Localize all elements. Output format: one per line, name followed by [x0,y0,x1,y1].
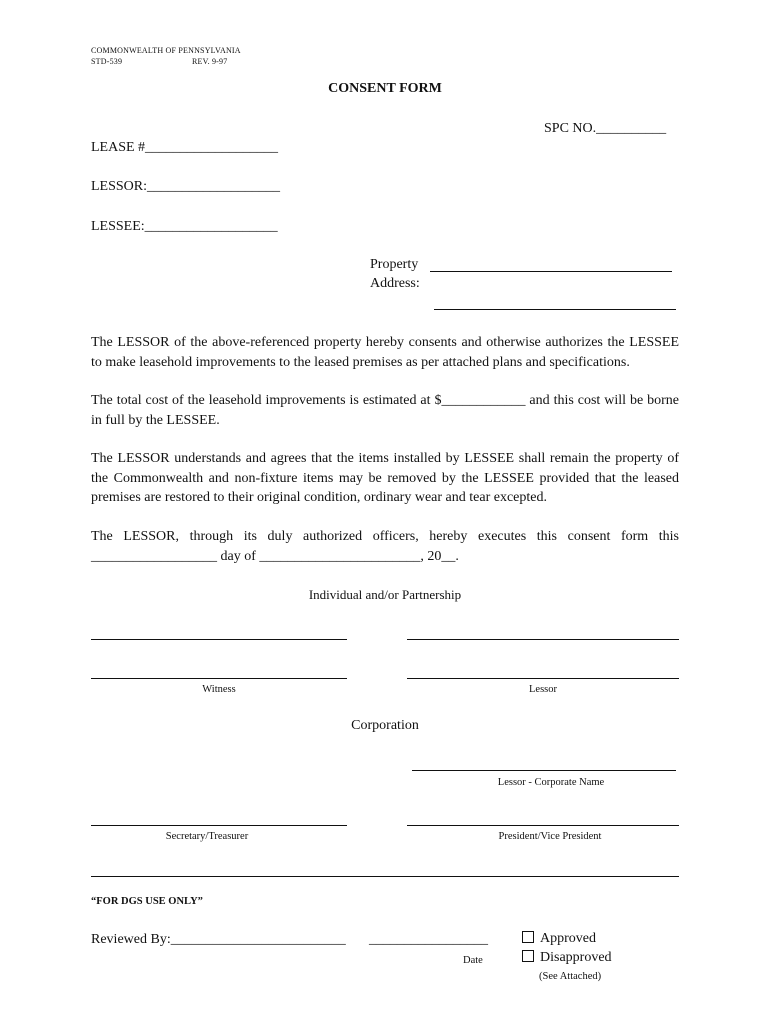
corporate-name-line[interactable] [412,770,676,771]
cost-paragraph: The total cost of the leasehold improvements is estimated at $____________ and this cost will be borne in full by the LESSEE. [91,393,679,428]
lessor-field[interactable]: LESSOR:___________________ [91,179,281,194]
disapproved-option[interactable] [522,950,612,966]
lease-number-field[interactable]: LEASE #___________________ [91,140,279,155]
president-label: President/Vice President [498,831,602,842]
witness-signature-line[interactable] [91,678,347,679]
witness-label: Witness [202,684,236,695]
president-signature-line[interactable] [407,825,679,826]
property-address-line-1[interactable] [430,271,672,272]
property-paragraph: The LESSOR understands and agrees that the items installed by LESSEE shall remain the property of the Commonwealth and non-fixture items may be removed by the LESSEE provided that the leased premises are restored to their original condition, ordinary wear and tear excepted. [91,451,679,505]
disapproved-label: Disapproved [540,950,612,965]
lessor-label: Lessor [529,684,557,695]
lessor-corporate-label: Lessor - Corporate Name [497,777,605,788]
property-label: Property [370,257,419,272]
page-title: CONSENT FORM [328,81,442,96]
property-address-line-2[interactable] [434,309,676,310]
address-label: Address: [370,276,420,291]
spc-number-field[interactable]: SPC NO.__________ [544,121,667,136]
signature-line-left-1[interactable] [91,639,347,640]
section-divider [91,876,679,877]
execution-paragraph: The LESSOR, through its duly authorized officers, hereby executes this consent form this __________________ day of _______________________, 20__. [91,529,679,564]
see-attached-note: (See Attached) [539,971,602,982]
lessee-field[interactable]: LESSEE:___________________ [91,219,278,234]
disapproved-checkbox[interactable] [522,950,534,962]
reviewed-by-field[interactable]: Reviewed By:_________________________ [91,932,346,947]
approved-option[interactable] [522,931,596,947]
form-number: STD-539 [91,57,123,66]
agency-header: COMMONWEALTH OF PENNSYLVANIA [91,46,241,55]
approved-checkbox[interactable] [522,931,534,943]
dgs-use-heading: “FOR DGS USE ONLY” [91,896,203,907]
individual-heading: Individual and/or Partnership [308,587,462,602]
secretary-signature-line[interactable] [91,825,347,826]
signature-line-right-1[interactable] [407,639,679,640]
date-field[interactable]: _________________ [369,932,488,947]
date-label: Date [463,955,483,966]
secretary-label: Secretary/Treasurer [165,831,249,842]
approved-label: Approved [540,931,596,946]
form-revision: REV. 9-97 [192,57,228,66]
lessor-signature-line[interactable] [407,678,679,679]
corporation-heading: Corporation [351,718,419,733]
consent-paragraph: The LESSOR of the above-referenced property hereby consents and otherwise authorizes the LESSEE to make leasehold improvements to the leased premises as per attached plans and specifications. [91,335,679,370]
